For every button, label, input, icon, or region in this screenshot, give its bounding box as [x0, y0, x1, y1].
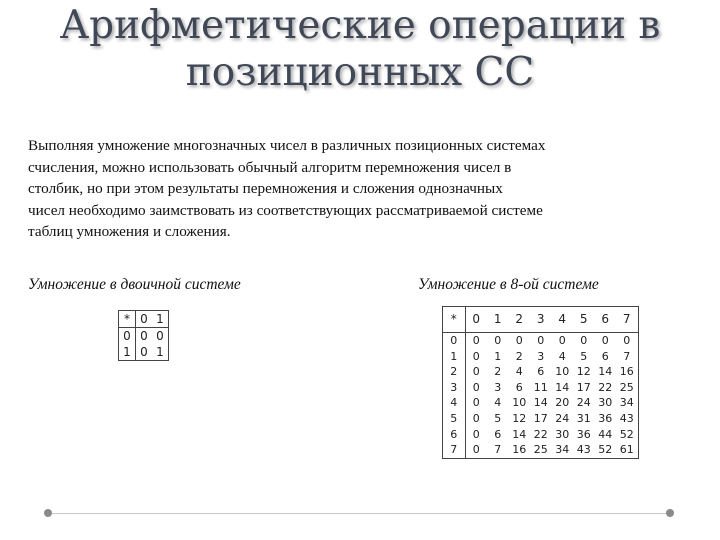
body-line: столбик, но при этом результаты перемножения и сложения однозначных	[28, 180, 503, 197]
table-cell: 3	[537, 349, 545, 363]
table-row	[443, 380, 639, 396]
table-cell: 52	[595, 442, 617, 458]
table-cell: 0	[472, 396, 480, 410]
table-cell: 0	[537, 334, 545, 347]
table-cell: 7	[443, 442, 466, 458]
table-cell: 24	[576, 396, 591, 410]
table-cell: 0	[472, 334, 480, 347]
body-line: счисления, можно использовать обычный алгоритм перемножения чисел в	[28, 158, 512, 176]
table-cell: 6	[515, 380, 523, 394]
table-cell: 0	[580, 334, 588, 347]
table-cell: 0	[465, 307, 487, 333]
slide-title	[0, 2, 720, 96]
table-cell: 4	[515, 365, 523, 379]
table-cell: 16	[616, 364, 638, 380]
table-cell: 11	[533, 380, 548, 394]
table-cell: 12	[576, 365, 591, 379]
table-cell: 16	[509, 442, 531, 458]
body-line: Выполняя умножение многозначных чисел в различных позиционных системах	[28, 137, 546, 154]
table-row	[443, 411, 639, 427]
table-cell: *	[119, 311, 136, 328]
table-cell: 6	[443, 427, 466, 443]
table-cell: 14	[555, 380, 570, 394]
table-row	[443, 307, 639, 333]
table-cell: 14	[512, 427, 527, 441]
table-cell: 31	[576, 411, 591, 425]
table-cell: 7	[616, 349, 638, 365]
table-cell: 0	[136, 344, 153, 361]
table-row	[443, 333, 639, 349]
caption-binary: Умножение в двоичной системе	[28, 276, 241, 293]
table-cell: 20	[555, 396, 570, 410]
table-cell: 3	[494, 380, 502, 394]
table-cell: 4	[443, 395, 466, 411]
table-cell: 0	[472, 427, 480, 441]
table-cell: 22	[533, 427, 548, 441]
table-row	[443, 442, 639, 458]
table-cell: 34	[616, 395, 638, 411]
table-cell: 0	[443, 333, 466, 349]
table-cell: 1	[443, 349, 466, 365]
table-cell: 0	[140, 329, 148, 343]
table-cell: 36	[576, 427, 591, 441]
table-cell: 43	[616, 411, 638, 427]
table-cell: 1	[152, 311, 169, 328]
table-cell: 30	[555, 427, 570, 441]
table-row	[119, 344, 169, 361]
table-cell: 0	[465, 442, 487, 458]
body-line: таблиц умножения и сложения.	[28, 223, 231, 240]
table-cell: 1	[119, 344, 136, 361]
table-cell: 17	[576, 380, 591, 394]
table-cell: 7	[616, 307, 638, 333]
table-cell: 44	[598, 427, 613, 441]
table-cell: 0	[152, 328, 169, 345]
table-cell: 0	[119, 328, 136, 345]
table-cell: 10	[555, 365, 570, 379]
table-cell: 7	[487, 442, 509, 458]
table-cell: 1	[152, 344, 169, 361]
table-cell: 0	[515, 334, 523, 347]
table-cell: 43	[573, 442, 595, 458]
table-cell: 12	[512, 411, 527, 425]
table-cell: 6	[595, 307, 617, 333]
table-row	[119, 311, 169, 328]
table-row	[119, 328, 169, 345]
table-cell: 2	[515, 349, 523, 363]
table-cell: 2	[494, 365, 502, 379]
caption-octal: Умножение в 8-ой системе	[418, 276, 599, 293]
table-cell: 0	[472, 380, 480, 394]
table-cell: 4	[552, 307, 574, 333]
table-cell: 0	[472, 411, 480, 425]
table-cell: 2	[443, 364, 466, 380]
binary-multiplication-table	[118, 310, 169, 361]
table-cell: 6	[494, 427, 502, 441]
table-cell: 34	[552, 442, 574, 458]
table-row	[443, 395, 639, 411]
table-row	[443, 349, 639, 365]
table-cell: 0	[601, 334, 609, 347]
table-cell: 1	[494, 349, 502, 363]
table-cell: 4	[558, 349, 566, 363]
title-line-1: Арифметические операции в	[59, 3, 661, 48]
octal-multiplication-table	[442, 306, 639, 459]
body-paragraph	[28, 135, 708, 243]
table-cell: 22	[598, 380, 613, 394]
table-cell: *	[443, 307, 466, 333]
table-cell: 0	[472, 365, 480, 379]
footer-dot-right	[666, 509, 674, 517]
table-cell: 4	[494, 396, 502, 410]
table-cell: 61	[616, 442, 638, 458]
table-cell: 3	[530, 307, 552, 333]
table-cell: 5	[494, 411, 502, 425]
table-cell: 5	[580, 349, 588, 363]
table-cell: 25	[530, 442, 552, 458]
title-line-2: позиционных СС	[185, 50, 535, 95]
table-cell: 25	[616, 380, 638, 396]
table-cell: 30	[598, 396, 613, 410]
table-cell: 3	[443, 380, 466, 396]
table-cell: 6	[537, 365, 545, 379]
table-cell: 10	[512, 396, 527, 410]
table-cell: 0	[494, 334, 502, 347]
table-cell: 6	[601, 349, 609, 363]
table-cell: 5	[443, 411, 466, 427]
table-cell: 0	[472, 349, 480, 363]
table-row	[443, 427, 639, 443]
table-cell: 5	[573, 307, 595, 333]
footer-line	[52, 513, 670, 514]
table-cell: 14	[598, 365, 613, 379]
table-cell: 36	[598, 411, 613, 425]
table-cell: 1	[487, 307, 509, 333]
body-line: чисел необходимо заимствовать из соответствующих рассматриваемой системе	[28, 201, 543, 219]
table-cell: 17	[533, 411, 548, 425]
table-cell: 14	[533, 396, 548, 410]
table-cell: 0	[558, 334, 566, 347]
table-cell: 52	[616, 427, 638, 443]
table-cell: 2	[509, 307, 531, 333]
table-cell: 0	[136, 311, 153, 328]
table-cell: 0	[616, 333, 638, 349]
footer-dot-left	[44, 509, 52, 517]
table-row	[443, 364, 639, 380]
table-cell: 24	[555, 411, 570, 425]
